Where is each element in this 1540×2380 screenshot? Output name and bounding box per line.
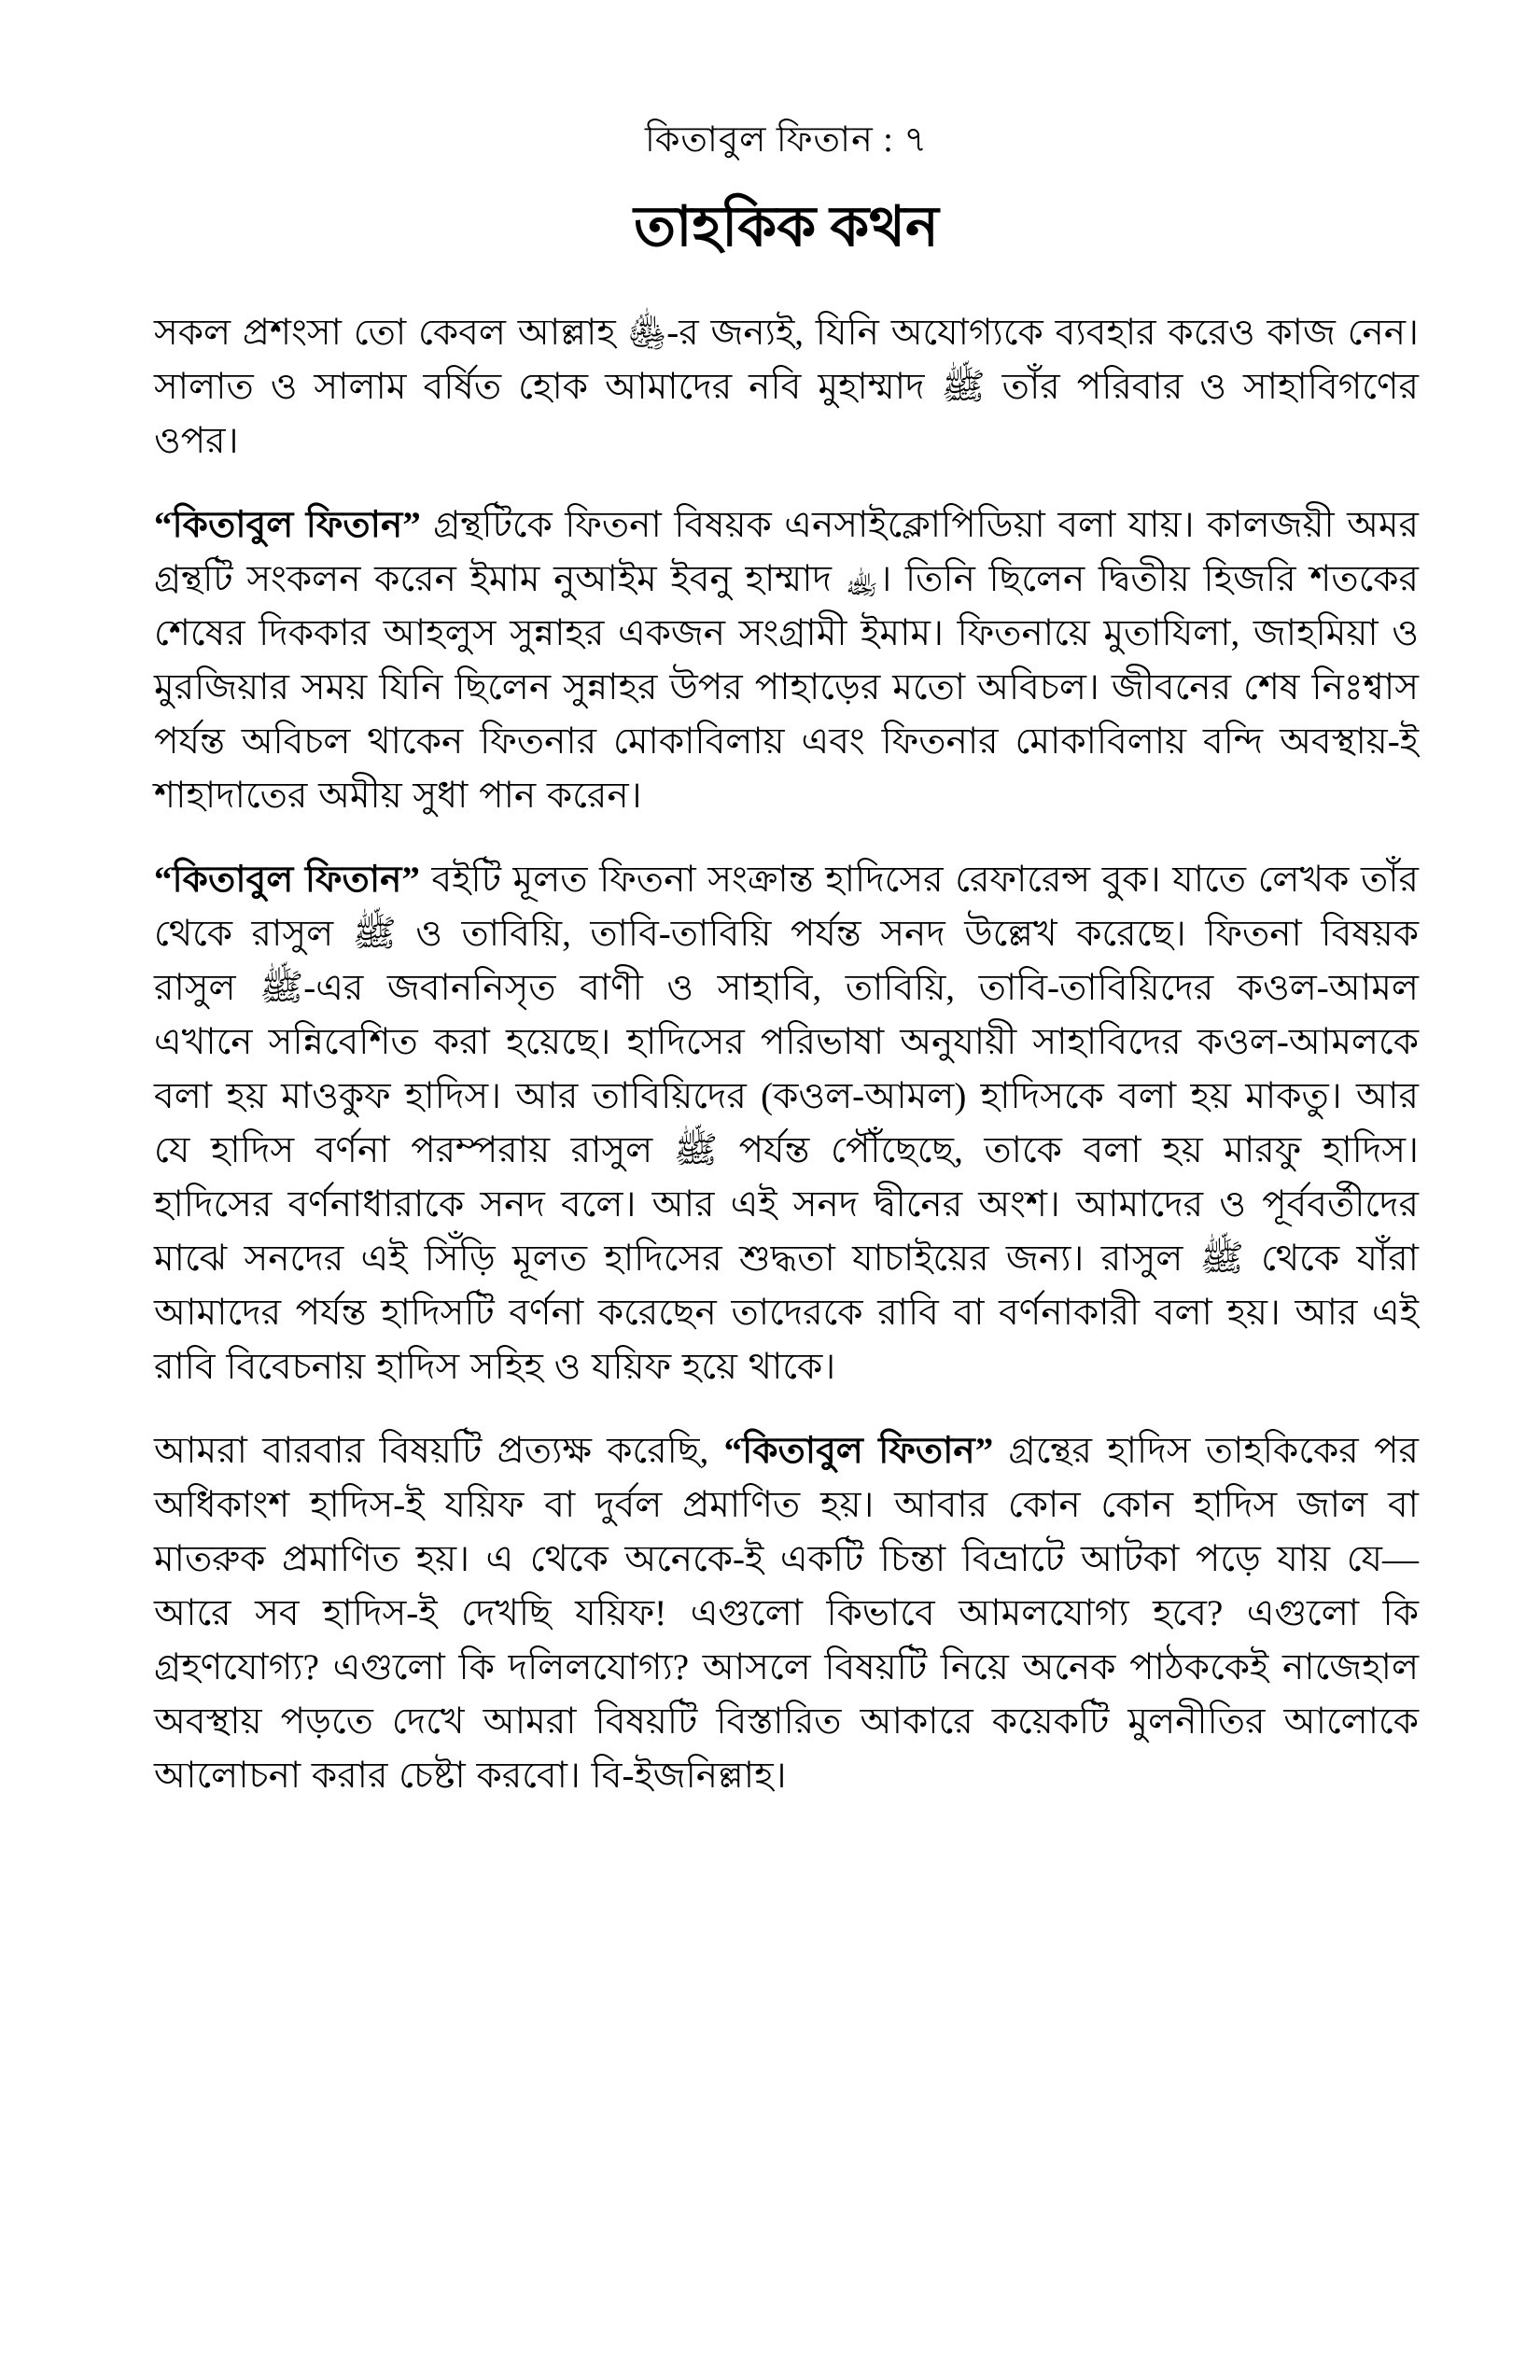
text-segment: গ্রন্থটিকে ফিতনা বিষয়ক এনসাইক্লোপিডিয়া বলা যায়। কালজয়ী অমর গ্রন্থটি সংকলন করেন ইমাম নুআইম ইবনু হাম্মাদ ﵀। তিনি ছিলেন দ্বিতীয় হিজরি শতকের শেষের দিককার আহলুস সুন্নাহর একজন সংগ্রামী ইমাম। ফিতনায়ে মুতাযিলা, জাহমিয়া ও মুরজিয়ার সময় যিনি ছিলেন সুন্নাহর উপর পাহাড়ের মতো অবিচল। জীবনের শেষ নিঃশ্বাস পর্যন্ত অবিচল থাকেন ফিতনার মোকাবিলায় এবং ফিতনার মোকাবিলায় বন্দি অবস্থায়-ই শাহাদাতের অমীয় সুধা পান করেন। [154,505,1419,816]
paragraph-2 [154,498,1419,823]
text-segment: সকল প্রশংসা তো কেবল আল্লাহ ﵅-র জন্যই, যিনি অযোগ্যকে ব্যবহার করেও কাজ নেন। সালাত ও সালাম বর্ষিত হোক আমাদের নবি মুহাম্মাদ ﷺ তাঁর পরিবার ও সাহাবিগণের ওপর। [154,313,1419,461]
chapter-title: তাহকিক কথন [634,196,939,258]
running-header: কিতাবুল ফিতান : ৭ [644,120,929,160]
book-title-bold: “কিতাবুল ফিতান” [723,1431,994,1471]
text-segment: বইটি মূলত ফিতনা সংক্রান্ত হাদিসের রেফারেন্স বুক। যাতে লেখক তাঁর থেকে রাসুল ﷺ ও তাবিয়ি, তাবি-তাবিয়ি পর্যন্ত সনদ উল্লেখ করেছে। ফিতনা বিষয়ক রাসুল ﷺ-এর জবাননিসৃত বাণী ও সাহাবি, তাবিয়ি, তাবি-তাবিয়িদের কওল-আমল এখানে সন্নিবেশিত করা হয়েছে। হাদিসের পরিভাষা অনুযায়ী সাহাবিদের কওল-আমলকে বলা হয় মাওকুফ হাদিস। আর তাবিয়িদের (কওল-আমল) হাদিসকে বলা হয় মাকতু। আর যে হাদিস বর্ণনা পরম্পরায় রাসুল ﷺ পর্যন্ত পৌঁছেছে, তাকে বলা হয় মারফু হাদিস। হাদিসের বর্ণনাধারাকে সনদ বলে। আর এই সনদ দ্বীনের অংশ। আমাদের ও পূর্ববর্তীদের মাঝে সনদের এই সিঁড়ি মূলত হাদিসের শুদ্ধতা যাচাইয়ের জন্য। রাসুল ﷺ থেকে যাঁরা আমাদের পর্যন্ত হাদিসটি বর্ণনা করেছেন তাদেরকে রাবি বা বর্ণনাকারী বলা হয়। আর এই রাবি বিবেচনায় হাদিস সহিহ ও যয়িফ হয়ে থাকে। [154,860,1419,1387]
book-title-bold: “কিতাবুল ফিতান” [154,860,420,900]
text-segment: গ্রন্থের হাদিস তাহকিকের পর অধিকাংশ হাদিস-ই যয়িফ বা দুর্বল প্রমাণিত হয়। আবার কোন কোন হাদিস জাল বা মাতরুক প্রমাণিত হয়। এ থেকে অনেকে-ই একটি চিন্তা বিভ্রাটে আটকা পড়ে যায় যে—আরে সব হাদিস-ই দেখছি যয়িফ! এগুলো কিভাবে আমলযোগ্য হবে? এগুলো কি গ্রহণযোগ্য? এগুলো কি দলিলযোগ্য? আসলে বিষয়টি নিয়ে অনেক পাঠককেই নাজেহাল অবস্থায় পড়তে দেখে আমরা বিষয়টি বিস্তারিত আকারে কয়েকটি মুলনীতির আলোকে আলোচনা করার চেষ্টা করবো। বি-ইজনিল্লাহ। [154,1431,1419,1796]
paragraph-1 [154,306,1419,469]
page-content [154,306,1419,1803]
paragraph-3 [154,853,1419,1394]
paragraph-4 [154,1424,1419,1803]
text-segment: আমরা বারবার বিষয়টি প্রত্যক্ষ করেছি, [154,1431,724,1471]
book-title-bold: “কিতাবুল ফিতান” [154,505,421,545]
